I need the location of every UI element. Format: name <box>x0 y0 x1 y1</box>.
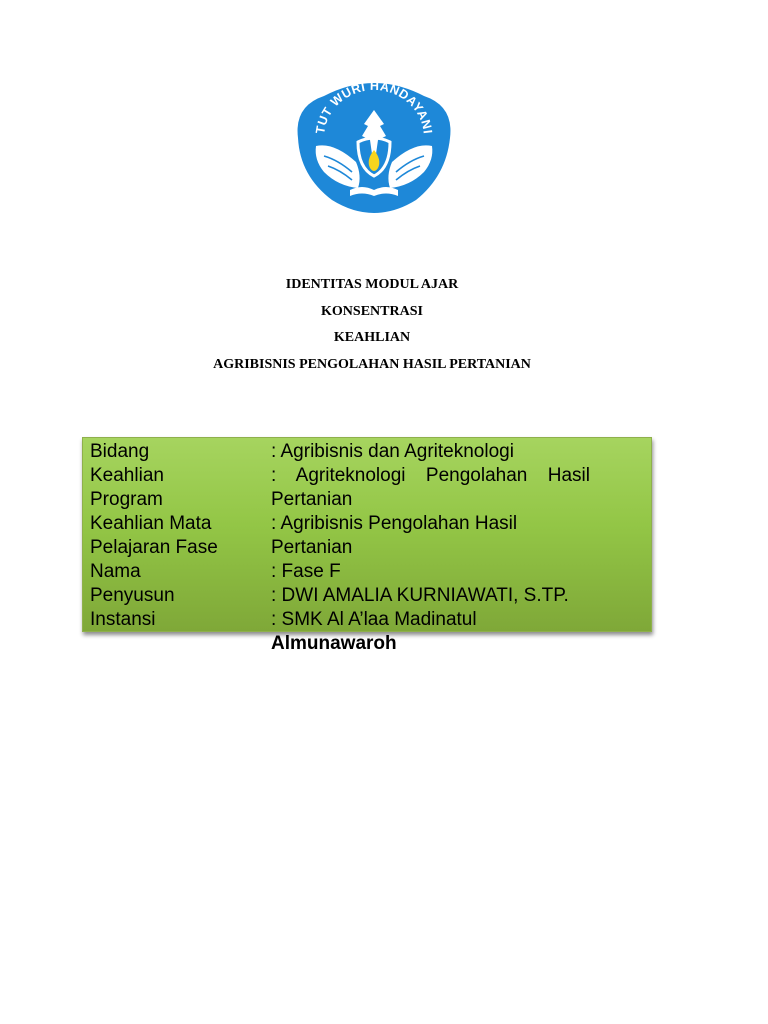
value-mata-pelajaran-line-2: Pertanian <box>271 537 353 558</box>
title-line-2: KONSENTRASI <box>321 303 423 319</box>
label-keahlian-mata: Keahlian Mata <box>90 513 212 534</box>
title-line-3: KEAHLIAN <box>333 330 411 345</box>
title-line-4: AGRIBISNIS PENGOLAHAN HASIL PERTANIAN <box>213 356 531 372</box>
label-bidang: Bidang <box>90 441 150 462</box>
value-penyusun: : DWI AMALIA KURNIAWATI, S.TP. <box>271 585 569 606</box>
value-fase: : Fase F <box>271 561 341 582</box>
tut-wuri-handayani-logo <box>294 76 454 216</box>
label-nama: Nama <box>90 561 141 582</box>
logo-motto: TUT WURI HANDAYANI <box>313 78 435 135</box>
value-bidang: : Agribisnis dan Agriteknologi <box>271 441 514 462</box>
label-pelajaran-fase: Pelajaran Fase <box>90 537 218 558</box>
value-keahlian-line-1: : Agriteknologi Pengolahan Hasil <box>271 465 590 486</box>
value-mata-pelajaran-line-1: : Agribisnis Pengolahan Hasil <box>271 513 518 534</box>
identity-labels <box>90 440 218 632</box>
title-line-1: IDENTITAS MODUL AJAR <box>285 277 459 292</box>
value-instansi-line-1: : SMK Al A’laa Madinatul <box>271 609 477 630</box>
value-keahlian-line-2: Pertanian <box>271 489 353 510</box>
module-title-block <box>0 272 744 378</box>
logo-emblem-icon <box>294 76 454 216</box>
label-penyusun: Penyusun <box>90 585 175 606</box>
label-keahlian: Keahlian <box>90 465 164 486</box>
label-instansi: Instansi <box>90 609 156 630</box>
value-instansi-line-2: Almunawaroh <box>271 633 397 654</box>
identity-values <box>271 440 601 656</box>
label-program: Program <box>90 489 163 510</box>
